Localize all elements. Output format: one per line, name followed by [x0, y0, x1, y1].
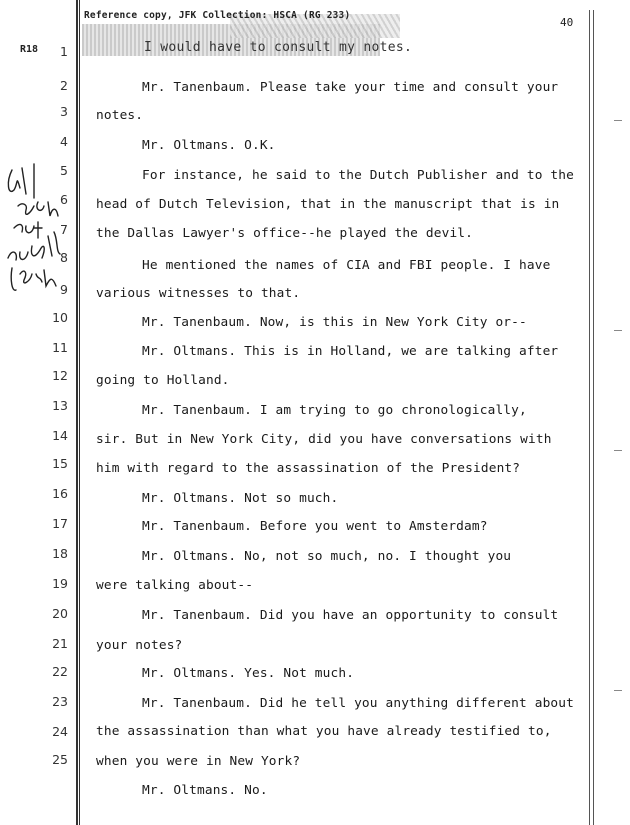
line-number: 2 — [60, 78, 68, 93]
right-margin-rule-inner — [593, 10, 594, 825]
record-code: R18 — [20, 44, 39, 55]
line-number: 19 — [52, 576, 68, 591]
margin-mark — [614, 450, 622, 451]
line-number: 23 — [52, 694, 68, 709]
handwritten-note — [4, 162, 64, 322]
transcript-line: Mr. Tanenbaum. Did he tell you anything different about — [142, 696, 574, 711]
line-number: 11 — [52, 340, 68, 355]
transcript-line: Mr. Oltmans. O.K. — [142, 138, 276, 153]
transcript-line: For instance, he said to the Dutch Publisher and to the — [142, 168, 574, 183]
transcript-line: Mr. Oltmans. No. — [142, 783, 268, 798]
transcript-line: going to Holland. — [96, 373, 230, 388]
line-number: 16 — [52, 486, 68, 501]
line-number: 3 — [60, 104, 68, 119]
line-number: 13 — [52, 398, 68, 413]
left-margin-rule — [76, 0, 78, 825]
line-number: 24 — [52, 724, 68, 739]
transcript-line: your notes? — [96, 638, 183, 653]
transcript-line: various witnesses to that. — [96, 286, 301, 301]
line-number: 21 — [52, 636, 68, 651]
page-number: 40 — [560, 16, 574, 29]
first-line-text: I would have to consult my notes. — [144, 40, 413, 55]
line-number: 14 — [52, 428, 68, 443]
transcript-line: sir. But in New York City, did you have conversations with — [96, 432, 552, 447]
transcript-line: Mr. Tanenbaum. Did you have an opportunity to consult — [142, 608, 559, 623]
transcript-line: the assassination than what you have already testified to, — [96, 724, 552, 739]
left-margin-rule-inner — [79, 0, 80, 825]
margin-mark — [614, 330, 622, 331]
transcript-line: him with regard to the assassination of the President? — [96, 461, 521, 476]
transcript-line: Mr. Oltmans. This is in Holland, we are talking after — [142, 344, 559, 359]
transcript-line: Mr. Oltmans. Not so much. — [142, 491, 339, 506]
line-number: 9 — [60, 282, 68, 297]
transcript-line: Mr. Oltmans. Yes. Not much. — [142, 666, 355, 681]
line-number: 18 — [52, 546, 68, 561]
transcript-line: the Dallas Lawyer's office--he played the devil. — [96, 226, 474, 241]
line-number: 1 — [60, 44, 68, 59]
line-number: 8 — [60, 250, 68, 265]
transcript-line: notes. — [96, 108, 144, 123]
line-number: 10 — [52, 310, 68, 325]
line-number: 4 — [60, 134, 68, 149]
transcript-line: Mr. Tanenbaum. I am trying to go chronologically, — [142, 403, 527, 418]
transcript-line: He mentioned the names of CIA and FBI people. I have — [142, 258, 551, 273]
right-margin-rule — [589, 10, 590, 825]
transcript-line: were talking about-- — [96, 578, 254, 593]
line-number: 15 — [52, 456, 68, 471]
transcript-line: head of Dutch Television, that in the manuscript that is in — [96, 197, 560, 212]
reference-header: Reference copy, JFK Collection: HSCA (RG 233) — [84, 10, 351, 21]
line-number: 20 — [52, 606, 68, 621]
margin-mark — [614, 690, 622, 691]
margin-mark — [614, 120, 622, 121]
line-number: 7 — [60, 222, 68, 237]
line-number: 22 — [52, 664, 68, 679]
transcript-line: Mr. Oltmans. No, not so much, no. I thought you — [142, 549, 512, 564]
transcript-line: when you were in New York? — [96, 754, 301, 769]
line-number: 17 — [52, 516, 68, 531]
transcript-line: Mr. Tanenbaum. Now, is this in New York City or-- — [142, 315, 527, 330]
transcript-line: Mr. Tanenbaum. Please take your time and consult your — [142, 80, 559, 95]
line-number: 12 — [52, 368, 68, 383]
line-number: 6 — [60, 192, 68, 207]
line-number: 25 — [52, 752, 68, 767]
transcript-line: Mr. Tanenbaum. Before you went to Amsterdam? — [142, 519, 488, 534]
line-number: 5 — [60, 163, 68, 178]
